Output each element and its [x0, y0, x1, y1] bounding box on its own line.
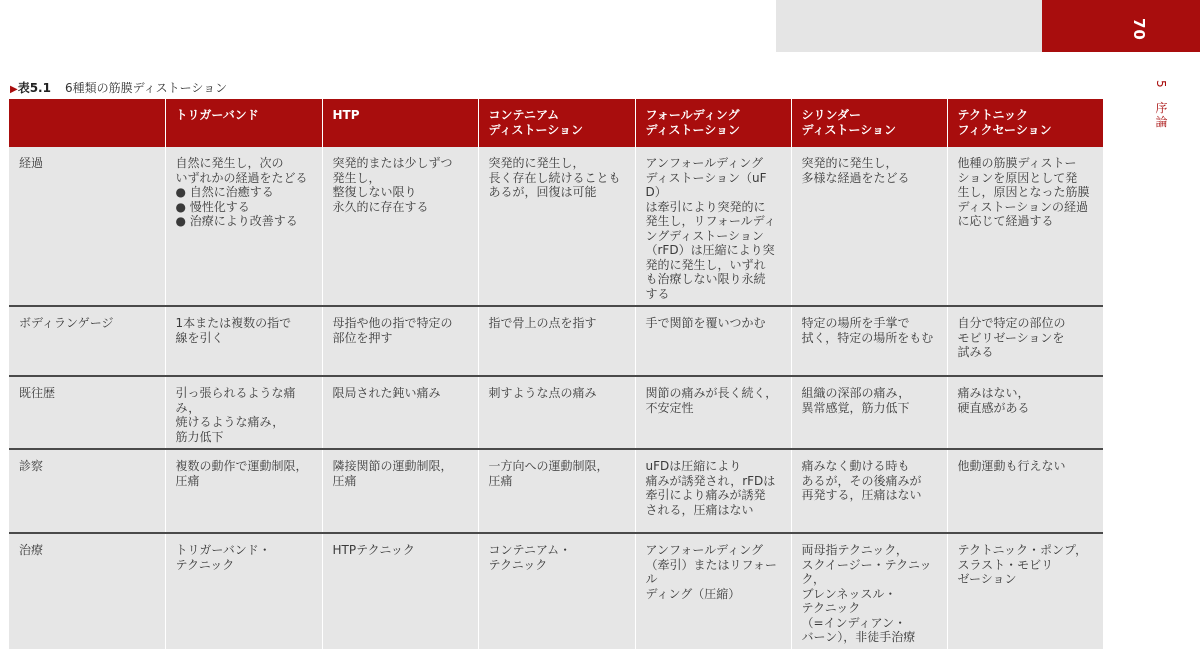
row-label: 診察: [9, 449, 165, 533]
table-cell: 両母指テクニック， スクイージー・テクニック， ブレンネッスル・ テクニック （=インディアン・ バーン），非徒手治療: [791, 533, 947, 649]
column-header: シリンダー ディストーション: [791, 99, 947, 147]
table-cell: 他動運動も行えない: [947, 449, 1103, 533]
table-cell: 痛みなく動ける時も あるが，その後痛みが 再発する，圧痛はない: [791, 449, 947, 533]
column-header: コンテニアム ディストーション: [478, 99, 635, 147]
table-cell: コンテニアム・ テクニック: [478, 533, 635, 649]
caption-marker-icon: ▶: [10, 84, 18, 95]
row-label: 既往歴: [9, 376, 165, 449]
row-label: 経過: [9, 147, 165, 306]
table-cell: 一方向への運動制限， 圧痛: [478, 449, 635, 533]
table-caption: [10, 79, 227, 96]
table-row: [9, 533, 1103, 649]
chapter-side-label: [1150, 80, 1170, 129]
table-cell: 突発的に発生し， 多様な経過をたどる: [791, 147, 947, 306]
fascial-distortion-table: [9, 99, 1103, 649]
column-header: トリガーバンド: [165, 99, 322, 147]
column-header: フォールディング ディストーション: [635, 99, 791, 147]
chapter-number: 5: [1154, 80, 1168, 90]
table-cell: 組織の深部の痛み， 異常感覚，筋力低下: [791, 376, 947, 449]
table-cell: 隣接関節の運動制限， 圧痛: [322, 449, 478, 533]
table-cell: 自分で特定の部位の モビリゼーションを 試みる: [947, 306, 1103, 376]
table-cell: uFDは圧縮により 痛みが誘発され，rFDは 牽引により痛みが誘発 される，圧痛はない: [635, 449, 791, 533]
page-number: 70: [1130, 17, 1148, 41]
table-cell: トリガーバンド・ テクニック: [165, 533, 322, 649]
caption-label: 表5.1: [17, 81, 51, 95]
chapter-title: 序論: [1154, 101, 1168, 130]
row-label: 治療: [9, 533, 165, 649]
column-header: テクトニック フィクセーション: [947, 99, 1103, 147]
table-cell: 限局された鈍い痛み: [322, 376, 478, 449]
table-cell: 特定の場所を手掌で 拭く，特定の場所をもむ: [791, 306, 947, 376]
table-cell: HTPテクニック: [322, 533, 478, 649]
header-corner-cell: [9, 99, 165, 147]
table-cell: 痛みはない， 硬直感がある: [947, 376, 1103, 449]
table-cell: 突発的に発生し， 長く存在し続けることも あるが，回復は可能: [478, 147, 635, 306]
table-cell: 1本または複数の指で 線を引く: [165, 306, 322, 376]
header-red-band: [1042, 0, 1200, 52]
header-grey-band: [776, 0, 1042, 52]
table-cell: 関節の痛みが長く続く， 不安定性: [635, 376, 791, 449]
table-cell: 指で骨上の点を指す: [478, 306, 635, 376]
table-header-row: [9, 99, 1103, 147]
caption-title: 6種類の筋膜ディストーション: [64, 81, 228, 95]
table-cell: アンフォールディング （牽引）またはリフォール ディング（圧縮）: [635, 533, 791, 649]
table-cell: 手で関節を覆いつかむ: [635, 306, 791, 376]
table-row: [9, 376, 1103, 449]
table-cell: 引っ張られるような痛み， 焼けるような痛み， 筋力低下: [165, 376, 322, 449]
table-cell: 他種の筋膜ディストー ションを原因として発 生し，原因となった筋膜 ディストーションの経過 に応じて経過する: [947, 147, 1103, 306]
row-label: ボディランゲージ: [9, 306, 165, 376]
table-cell: 刺すような点の痛み: [478, 376, 635, 449]
table-cell: 母指や他の指で特定の 部位を押す: [322, 306, 478, 376]
column-header: HTP: [322, 99, 478, 147]
table-cell: 突発的または少しずつ 発生し， 整復しない限り 永久的に存在する: [322, 147, 478, 306]
table-row: [9, 306, 1103, 376]
table-cell: アンフォールディング ディストーション（uFD） は牽引により突発的に 発生し，リフォールディ ングディストーション （rFD）は圧縮により突 発的に発生し，いずれ も治療しない限り永続 する: [635, 147, 791, 306]
table-row: [9, 147, 1103, 306]
table-cell: 複数の動作で運動制限， 圧痛: [165, 449, 322, 533]
table-cell: 自然に発生し，次の いずれかの経過をたどる ● 自然に治癒する ● 慢性化する ● 治療により改善する: [165, 147, 322, 306]
table-cell: テクトニック・ポンプ， スラスト・モビリ ゼーション: [947, 533, 1103, 649]
table-row: [9, 449, 1103, 533]
